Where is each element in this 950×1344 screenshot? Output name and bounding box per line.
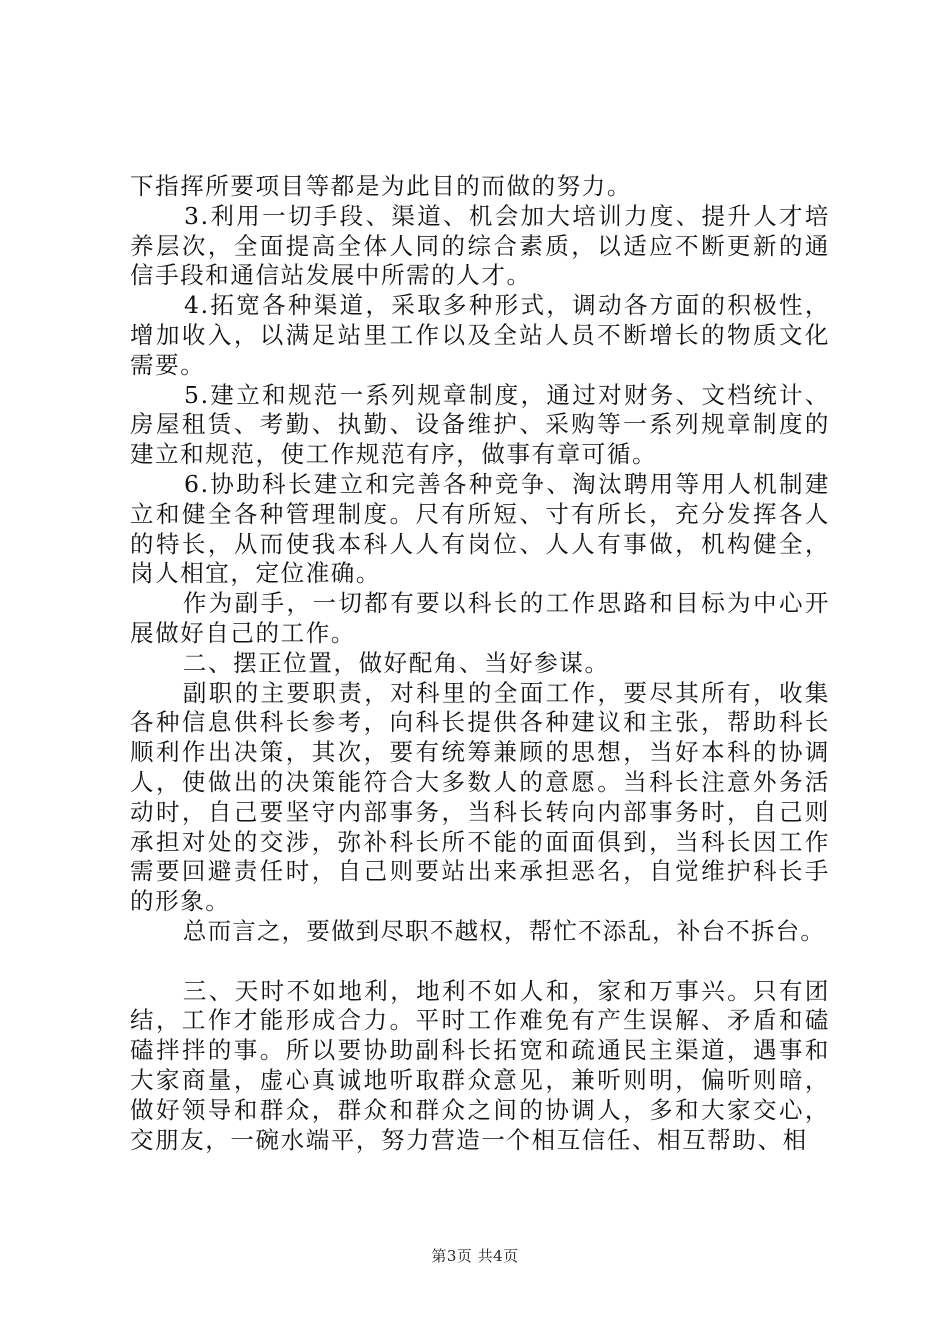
paragraph-gap [130,947,830,977]
paragraph-summary: 总而言之，要做到尽职不越权，帮忙不添乱，补台不拆台。 [182,916,826,945]
document-body [130,172,830,1155]
paragraph-duties: 副职的主要职责，对科里的全面工作，要尽其所有，收集各种信息供科长参考，向科长提供各种建议和主张，帮助科长顺利作出决策，其次，要有统筹兼顾的思想，当好本科的协调人，使做出的决策能符合大多数人的意愿。当科长注意外务活动时，自己要坚守内部事务，当科长转向内部事务时，自己则承担对处的交涉，弥补科长所不能的面面俱到，当科长因工作需要回避责任时，自己则要站出来承担恶名，自觉维护科长手的形象。 [130,678,830,916]
section-heading-2: 二、摆正位置，做好配角、当好参谋。 [182,648,610,677]
paragraph-item-5: 5.建立和规范一系列规章制度，通过对财务、文档统计、房屋租赁、考勤、执勤、设备维护、采购等一系列规章制度的建立和规范，使工作规范有序，做事有章可循。 [130,380,830,469]
page-footer: 第3页 共4页 [431,1247,519,1265]
paragraph-item-4: 4.拓宽各种渠道，采取多种形式，调动各方面的积极性，增加收入，以满足站里工作以及全站人员不断增长的物质文化需要。 [130,291,830,379]
paragraph-deputy-role: 作为副手，一切都有要以科长的工作思路和目标为中心开展做好自己的工作。 [130,589,830,647]
paragraph-item-3: 3.利用一切手段、渠道、机会加大培训力度、提升人才培养层次，全面提高全体人同的综合素质，以适应不断更新的通信手段和通信站发展中所需的人才。 [130,201,830,290]
paragraph-item-6: 6.协助科长建立和完善各种竞争、淘汰聘用等用人机制建立和健全各种管理制度。尺有所短、寸有所长，充分发挥各人的特长，从而使我本科人人有岗位、人人有事做，机构健全，岗人相宜，定位准确。 [130,469,830,588]
paragraph-section-3: 三、天时不如地利，地利不如人和，家和万事兴。只有团结，工作才能形成合力。平时工作难免有产生误解、矛盾和磕磕拌拌的事。所以要协助副科长拓宽和疏通民主渠道，遇事和大家商量，虚心真诚地听取群众意见，兼听则明，偏听则暗，做好领导和群众，群众和群众之间的协调人，多和大家交心，交朋友，一碗水端平，努力营造一个相互信任、相互帮助、相 [130,976,830,1154]
paragraph-continuation: 下指挥所要项目等都是为此目的而做的努力。 [130,172,632,200]
